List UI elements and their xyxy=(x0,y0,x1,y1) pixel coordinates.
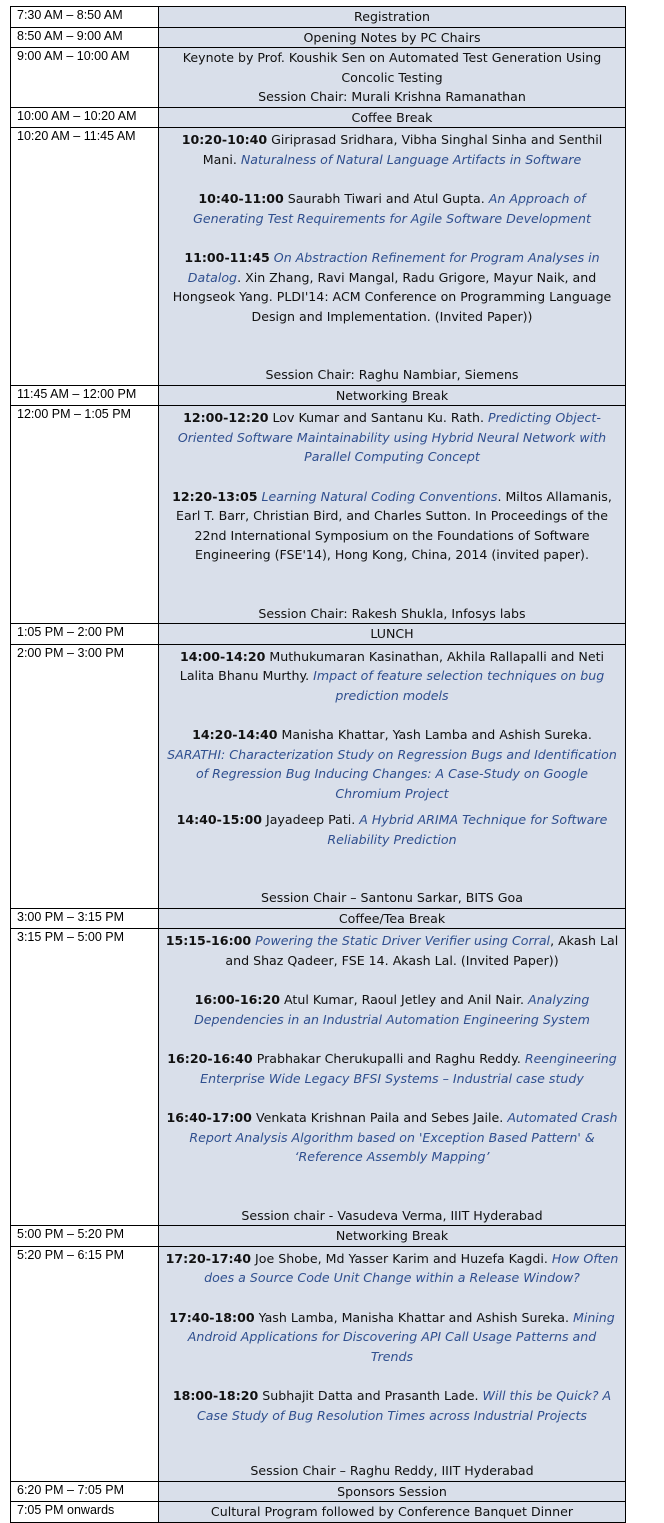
time-slot: 8:50 AM – 9:00 AM xyxy=(11,27,159,48)
schedule-row xyxy=(11,406,626,624)
session-cell xyxy=(159,1502,626,1523)
session-cell xyxy=(159,48,626,108)
talk-entry xyxy=(165,1386,619,1425)
event-title: Opening Notes by PC Chairs xyxy=(303,29,481,45)
talk-entry xyxy=(165,1108,619,1167)
time-slot: 7:30 AM – 8:50 AM xyxy=(11,7,159,28)
talk-authors: Giriprasad Sridhara, Vibha Singhal Sinha and Senthil Mani. xyxy=(202,132,603,167)
talk-time: 10:20-10:40 xyxy=(181,132,268,147)
session-cell xyxy=(159,27,626,48)
schedule-table xyxy=(10,6,626,1523)
time-slot: 3:15 PM – 5:00 PM xyxy=(11,929,159,1226)
schedule-row xyxy=(11,48,626,108)
session-talks xyxy=(165,406,619,623)
talk-title: Impact of feature selection techniques on bug prediction models xyxy=(313,668,605,703)
talk-title: Mining Android Applications for Discovering API Call Usage Patterns and Trends xyxy=(187,1309,615,1364)
talk-time: 16:40-17:00 xyxy=(166,1110,252,1125)
time-slot: 6:20 PM – 7:05 PM xyxy=(11,1481,159,1502)
talk-time: 14:00-14:20 xyxy=(179,648,266,664)
talk-title: Will this be Quick? A Case Study of Bug Resolution Times across Industrial Projects xyxy=(197,1388,612,1423)
session-chair: Session Chair: Raghu Nambiar, Siemens xyxy=(265,367,519,382)
talk-details: . Xin Zhang, Ravi Mangal, Radu Grigore, Mayur Naik, and Hongseok Yang. PLDI'14: ACM Conference on Programming Language Design and Implementation. (Invited Paper)) xyxy=(172,269,612,324)
talk-details: , Akash Lal and Shaz Qadeer, FSE 14. Akash Lal. (Invited Paper)) xyxy=(225,933,619,968)
time-slot: 5:00 PM – 5:20 PM xyxy=(11,1226,159,1247)
event-title: LUNCH xyxy=(370,626,414,641)
event-title: Coffee/Tea Break xyxy=(338,910,446,926)
session-chair: Session Chair – Santonu Sarkar, BITS Goa xyxy=(261,890,523,905)
talk-authors: Muthukumaran Kasinathan, Akhila Rallapalli and Neti Lalita Bhanu Murthy. xyxy=(179,648,605,683)
event-title: Networking Break xyxy=(335,1228,449,1243)
talk-authors: Saurabh Tiwari and Atul Gupta. xyxy=(283,191,489,206)
schedule-row xyxy=(11,1502,626,1523)
schedule-row xyxy=(11,1246,626,1481)
time-slot: 5:20 PM – 6:15 PM xyxy=(11,1246,159,1481)
talk-authors: Prabhakar Cherukupalli and Raghu Reddy. xyxy=(252,1051,525,1066)
talk-entry xyxy=(165,1249,619,1288)
time-slot: 10:00 AM – 10:20 AM xyxy=(11,107,159,128)
talk-title: SARATHI: Characterization Study on Regression Bugs and Identification of Regression Bug Inducing Changes: A Case-Study on Google Chromium Project xyxy=(167,746,617,801)
session-cell xyxy=(159,128,626,386)
talk-time: 15:15-16:00 xyxy=(165,933,252,948)
session-cell xyxy=(159,929,626,1226)
talk-authors: Subhajit Datta and Prasanth Lade. xyxy=(258,1388,483,1403)
talk-title: A Hybrid ARIMA Technique for Software Reliability Prediction xyxy=(327,812,608,847)
talk-entry xyxy=(165,990,619,1029)
talk-entry xyxy=(165,1308,619,1367)
session-cell xyxy=(159,7,626,28)
time-slot: 12:00 PM – 1:05 PM xyxy=(11,406,159,624)
event-title: Sponsors Session xyxy=(337,1483,447,1499)
session-chair: Session Chair – Raghu Reddy, IIIT Hyderabad xyxy=(250,1463,534,1478)
talk-time: 14:40-15:00 xyxy=(176,812,262,827)
talk-title: An Approach of Generating Test Requirements for Agile Software Development xyxy=(193,191,591,226)
time-slot: 10:20 AM – 11:45 AM xyxy=(11,128,159,386)
time-slot: 1:05 PM – 2:00 PM xyxy=(11,624,159,645)
talk-time: 12:00-12:20 xyxy=(183,410,269,425)
talk-title: Automated Crash Report Analysis Algorithm based on 'Exception Based Pattern' & ‘Reference Assembly Mapping’ xyxy=(189,1110,618,1164)
talk-authors: Jayadeep Pati. xyxy=(262,812,360,827)
talk-time: 12:20-13:05 xyxy=(172,488,258,504)
talk-entry xyxy=(165,487,619,565)
schedule-row xyxy=(11,27,626,48)
event-title: Registration xyxy=(354,9,430,24)
session-talks xyxy=(165,128,619,385)
talk-time: 16:00-16:20 xyxy=(194,992,280,1007)
talk-entry xyxy=(165,810,619,849)
talk-title: Analyzing Dependencies in an Industrial Automation Engineering System xyxy=(194,992,590,1027)
talk-authors: Joe Shobe, Md Yasser Karim and Huzefa Kagdi. xyxy=(251,1250,552,1266)
talk-time: 17:20-17:40 xyxy=(165,1250,252,1266)
time-slot: 9:00 AM – 10:00 AM xyxy=(11,48,159,108)
keynote-description: Keynote by Prof. Koushik Sen on Automated Test Generation Using Concolic Testing xyxy=(182,50,602,85)
time-slot: 11:45 AM – 12:00 PM xyxy=(11,385,159,406)
talk-entry xyxy=(165,248,619,326)
talk-title: Powering the Static Driver Verifier using Corral xyxy=(255,933,551,948)
talk-time: 10:40-11:00 xyxy=(198,191,284,206)
talk-time: 17:40-18:00 xyxy=(169,1309,255,1325)
talk-entry xyxy=(165,408,619,467)
schedule-row xyxy=(11,1226,626,1247)
talk-title: Learning Natural Coding Conventions xyxy=(261,488,498,504)
schedule-row xyxy=(11,644,626,908)
session-talks xyxy=(165,645,619,908)
talk-time: 18:00-18:20 xyxy=(172,1388,259,1403)
session-cell xyxy=(159,1226,626,1247)
talk-title: On Abstraction Refinement for Program Analyses in Datalog xyxy=(187,250,600,285)
session-talks xyxy=(165,929,619,1225)
schedule-row xyxy=(11,107,626,128)
schedule-row xyxy=(11,929,626,1226)
session-chair: Session chair - Vasudeva Verma, IIIT Hyderabad xyxy=(241,1207,543,1223)
session-cell xyxy=(159,385,626,406)
talk-entry xyxy=(165,189,619,228)
session-cell xyxy=(159,644,626,908)
session-talks xyxy=(165,1247,619,1481)
session-cell xyxy=(159,107,626,128)
schedule-row xyxy=(11,1481,626,1502)
talk-time: 11:00-11:45 xyxy=(184,250,270,265)
talk-title: How Often does a Source Code Unit Change within a Release Window? xyxy=(204,1250,619,1285)
talk-details: . Miltos Allamanis, Earl T. Barr, Christian Bird, and Charles Sutton. In Proceedings of the 22nd International Symposium on the Foundations of Software Engineering (FSE'14), Hong Kong, China, 2014 (invited paper). xyxy=(176,488,612,562)
session-chair: Session Chair: Rakesh Shukla, Infosys labs xyxy=(258,605,526,621)
talk-authors: Lov Kumar and Santanu Ku. Rath. xyxy=(268,410,488,425)
session-cell xyxy=(159,1246,626,1481)
schedule-row xyxy=(11,624,626,645)
talk-title: Reengineering Enterprise Wide Legacy BFSI Systems – Industrial case study xyxy=(200,1051,617,1086)
schedule-row xyxy=(11,908,626,929)
talk-entry xyxy=(165,130,619,169)
talk-entry xyxy=(165,1049,619,1088)
talk-authors: Yash Lamba, Manisha Khattar and Ashish Sureka. xyxy=(254,1309,573,1325)
talk-title: Predicting Object-Oriented Software Maintainability using Hybrid Neural Network with Parallel Computing Concept xyxy=(177,410,607,464)
talk-time: 14:20-14:40 xyxy=(192,727,278,742)
talk-authors: Atul Kumar, Raoul Jetley and Anil Nair. xyxy=(280,992,529,1007)
schedule-row xyxy=(11,7,626,28)
time-slot: 3:00 PM – 3:15 PM xyxy=(11,908,159,929)
time-slot: 7:05 PM onwards xyxy=(11,1502,159,1523)
session-cell xyxy=(159,1481,626,1502)
talk-authors: Venkata Krishnan Paila and Sebes Jaile. xyxy=(251,1110,508,1125)
schedule-row xyxy=(11,385,626,406)
session-chair: Session Chair: Murali Krishna Ramanathan xyxy=(258,89,526,104)
talk-entry xyxy=(165,647,619,706)
schedule-row xyxy=(11,128,626,386)
session-cell xyxy=(159,908,626,929)
session-cell xyxy=(159,406,626,624)
time-slot: 2:00 PM – 3:00 PM xyxy=(11,644,159,908)
talk-authors: Manisha Khattar, Yash Lamba and Ashish Sureka. xyxy=(277,727,592,742)
talk-title: Naturalness of Natural Language Artifacts in Software xyxy=(240,151,582,167)
event-title: Coffee Break xyxy=(351,109,433,125)
session-cell xyxy=(159,624,626,645)
event-title: Cultural Program followed by Conference Banquet Dinner xyxy=(210,1504,574,1519)
talk-time: 16:20-16:40 xyxy=(167,1051,253,1066)
event-title: Networking Break xyxy=(335,387,449,403)
talk-entry xyxy=(165,725,619,803)
talk-entry xyxy=(165,931,619,970)
